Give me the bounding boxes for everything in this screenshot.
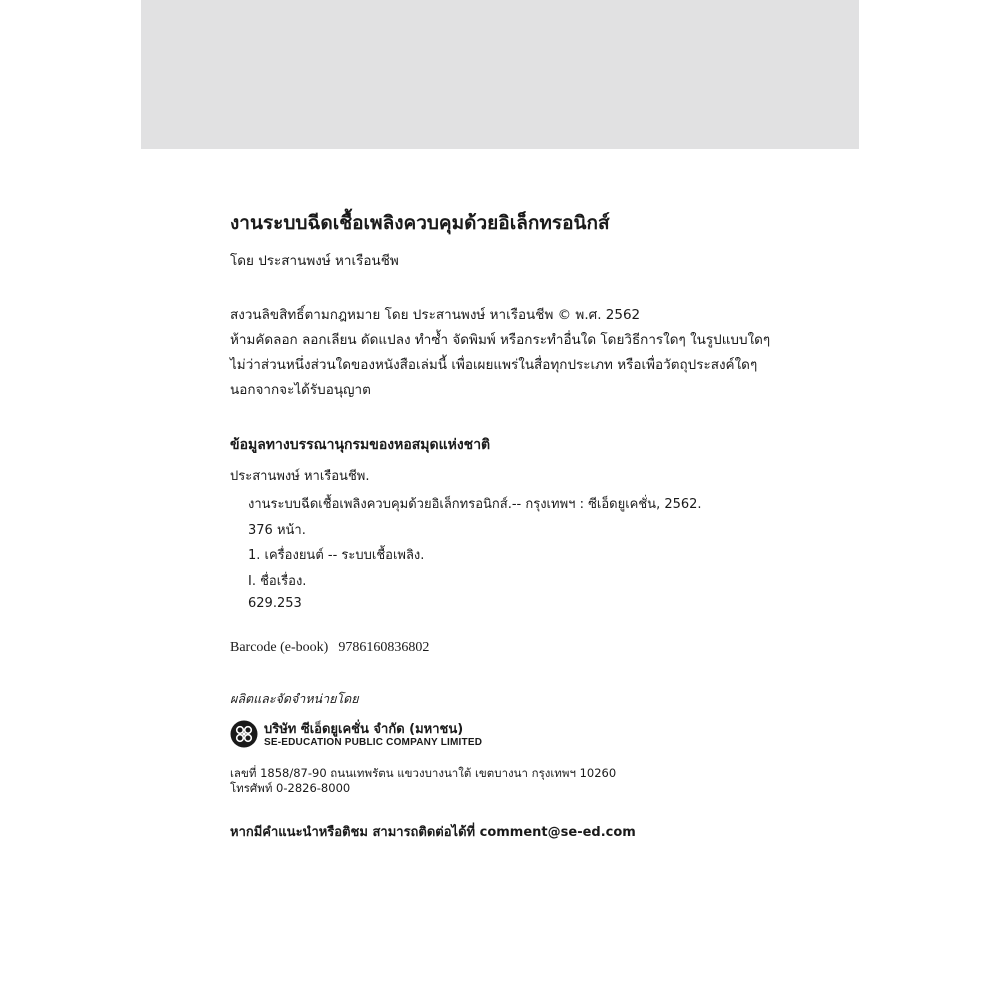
book-title: งานระบบฉีดเชื้อเพลิงควบคุมด้วยอิเล็กทรอนิกส์ [230,212,610,234]
copyright-line: ห้ามคัดลอก ลอกเลียน ดัดแปลง ทำซ้ำ จัดพิมพ์ หรือกระทำอื่นใด โดยวิธีการใดๆ ในรูปแบบใดๆ [230,332,771,348]
catalog-subject: 1. เครื่องยนต์ -- ระบบเชื้อเพลิง. [248,548,425,563]
publisher-address [230,766,616,796]
catalog-pages: 376 หน้า. [248,523,306,538]
catalog-author: ประสานพงษ์ หาเรือนชีพ. [230,469,370,484]
catalog-title-entry: งานระบบฉีดเชื้อเพลิงควบคุมด้วยอิเล็กทรอนิกส์.-- กรุงเทพฯ : ซีเอ็ดยูเคชั่น, 2562. [248,497,702,512]
produced-by-label: ผลิตและจัดจำหน่ายโดย [230,691,359,706]
publisher-name-thai: บริษัท ซีเอ็ดยูเคชั่น จำกัด (มหาชน) [264,722,464,737]
contact-line: หากมีคำแนะนำหรือติชม สามารถติดต่อได้ที่ comment@se-ed.com [230,825,636,840]
se-ed-logo-icon [230,720,258,748]
header-gray-band [141,0,859,149]
copyright-notice [230,303,770,403]
barcode-number: 9786160836802 [338,640,430,655]
catalog-title-heading: I. ชื่อเรื่อง. [248,574,307,589]
copyright-line: ไม่ว่าส่วนหนึ่งส่วนใดของหนังสือเล่มนี้ เพื่อเผยแพร่ในสื่อทุกประเภท หรือเพื่อวัตถุประสงค์ใดๆ [230,357,758,373]
author-line: โดย ประสานพงษ์ หาเรือนชีพ [230,253,399,269]
address-line: เลขที่ 1858/87-90 ถนนเทพรัตน แขวงบางนาใต้ เขตบางนา กรุงเทพฯ 10260 [230,766,617,780]
catalog-class-number: 629.253 [248,596,302,611]
copyright-line: นอกจากจะได้รับอนุญาต [230,382,371,398]
barcode-line [230,640,429,656]
catalog-heading: ข้อมูลทางบรรณานุกรมของหอสมุดแห่งชาติ [230,437,491,453]
barcode-label: Barcode (e-book) [230,640,329,655]
publisher-name-english: SE-EDUCATION PUBLIC COMPANY LIMITED [264,737,483,748]
copyright-line: สงวนลิขสิทธิ์ตามกฎหมาย โดย ประสานพงษ์ หาเรือนชีพ © พ.ศ. 2562 [230,307,641,323]
phone-line: โทรศัพท์ 0-2826-8000 [230,781,351,795]
